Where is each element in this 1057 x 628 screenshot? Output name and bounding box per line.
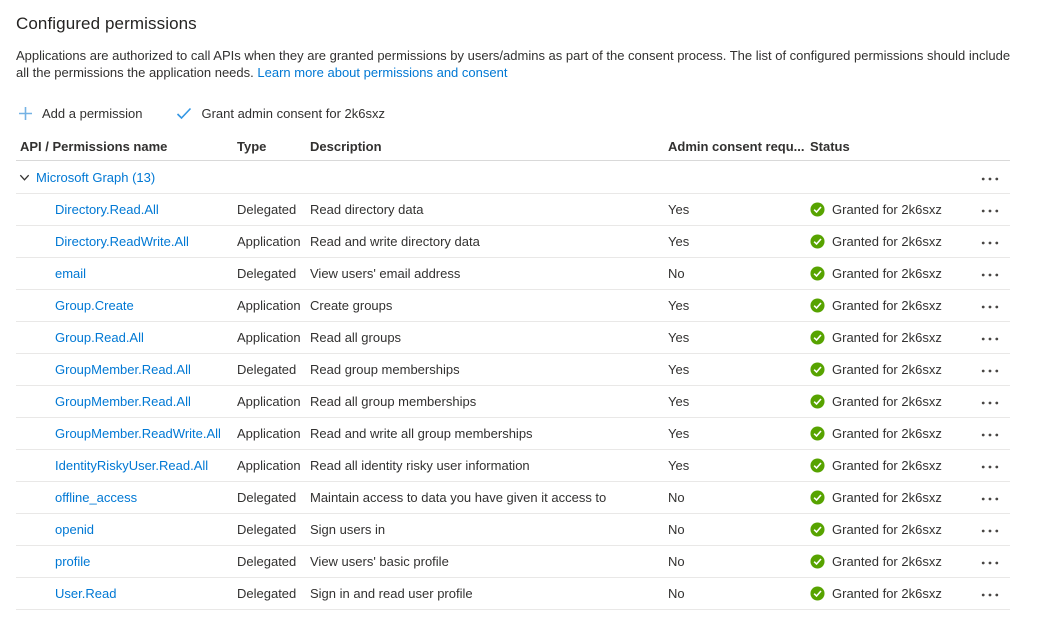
- admin-consent-value: Yes: [668, 298, 690, 313]
- permission-name-link[interactable]: User.Read: [55, 586, 117, 601]
- status-text: Granted for 2k6sxz: [832, 554, 942, 569]
- header-admin-consent-required[interactable]: Admin consent requ...: [668, 139, 805, 154]
- permission-name-link[interactable]: GroupMember.ReadWrite.All: [55, 426, 221, 441]
- permission-name-cell: [16, 586, 237, 601]
- table-row: [16, 290, 1010, 322]
- add-permission-label: Add a permission: [42, 106, 143, 121]
- check-circle-icon: [810, 298, 825, 313]
- permission-name-link[interactable]: Group.Read.All: [55, 330, 144, 345]
- permission-description: Maintain access to data you have given it access to: [310, 490, 607, 505]
- row-context-menu-button[interactable]: [975, 589, 1005, 601]
- check-circle-icon: [810, 330, 825, 345]
- permission-name-cell: [16, 458, 237, 473]
- header-description[interactable]: Description: [310, 139, 382, 154]
- permission-name-link[interactable]: profile: [55, 554, 91, 569]
- status-text: Granted for 2k6sxz: [832, 266, 942, 281]
- status-text: Granted for 2k6sxz: [832, 490, 942, 505]
- section-description: [16, 47, 1012, 81]
- table-row: [16, 578, 1010, 610]
- status-cell: [810, 234, 970, 249]
- status-text: Granted for 2k6sxz: [832, 362, 942, 377]
- permission-type: Application: [237, 234, 301, 249]
- permission-description: Read directory data: [310, 202, 424, 217]
- permission-name-cell: [16, 330, 237, 345]
- status-text: Granted for 2k6sxz: [832, 202, 942, 217]
- admin-consent-value: Yes: [668, 202, 690, 217]
- permission-description: Read group memberships: [310, 362, 460, 377]
- permission-description: Sign in and read user profile: [310, 586, 473, 601]
- check-circle-icon: [810, 586, 825, 601]
- permissions-table: [16, 133, 1010, 610]
- row-context-menu-button[interactable]: [975, 333, 1005, 345]
- status-cell: [810, 426, 970, 441]
- row-menu-cell: [975, 202, 1005, 217]
- api-group-row: [16, 161, 1010, 194]
- permission-type: Delegated: [237, 362, 297, 377]
- row-context-menu-button[interactable]: [975, 461, 1005, 473]
- row-context-menu-button[interactable]: [975, 237, 1005, 249]
- permission-description: Read all group memberships: [310, 394, 477, 409]
- row-context-menu-button[interactable]: [975, 493, 1005, 505]
- permission-name-cell: [16, 394, 237, 409]
- row-menu-cell: [975, 490, 1005, 505]
- status-text: Granted for 2k6sxz: [832, 330, 942, 345]
- row-context-menu-button[interactable]: [975, 525, 1005, 537]
- table-row: [16, 546, 1010, 578]
- page-title: Configured permissions: [16, 14, 197, 33]
- group-menu-cell: [975, 170, 1005, 185]
- status-cell: [810, 266, 970, 281]
- permission-type: Application: [237, 458, 301, 473]
- grant-admin-consent-label: Grant admin consent for 2k6sxz: [201, 106, 385, 121]
- status-cell: [810, 298, 970, 313]
- permission-name-cell: [16, 522, 237, 537]
- plus-icon: [18, 106, 33, 121]
- permission-name-cell: [16, 202, 237, 217]
- admin-consent-value: No: [668, 586, 685, 601]
- status-cell: [810, 490, 970, 505]
- permission-name-link[interactable]: openid: [55, 522, 95, 537]
- admin-consent-value: Yes: [668, 394, 690, 409]
- header-api-permissions-name[interactable]: API / Permissions name: [20, 139, 168, 154]
- permission-name-cell: [16, 266, 237, 281]
- row-menu-cell: [975, 266, 1005, 281]
- status-text: Granted for 2k6sxz: [832, 426, 942, 441]
- permission-name-cell: [16, 426, 237, 441]
- table-row: [16, 482, 1010, 514]
- check-icon: [176, 107, 192, 120]
- admin-consent-value: Yes: [668, 362, 690, 377]
- permission-type: Application: [237, 298, 301, 313]
- add-permission-button[interactable]: [16, 102, 148, 125]
- permission-type: Delegated: [237, 554, 297, 569]
- status-cell: [810, 554, 970, 569]
- check-circle-icon: [810, 426, 825, 441]
- admin-consent-value: Yes: [668, 458, 690, 473]
- status-cell: [810, 522, 970, 537]
- permission-description: Read and write directory data: [310, 234, 480, 249]
- table-row: [16, 450, 1010, 482]
- permission-name-cell: [16, 490, 237, 505]
- permission-description: Create groups: [310, 298, 393, 313]
- status-text: Granted for 2k6sxz: [832, 458, 942, 473]
- row-menu-cell: [975, 458, 1005, 473]
- row-menu-cell: [975, 298, 1005, 313]
- status-cell: [810, 586, 970, 601]
- admin-consent-value: No: [668, 266, 685, 281]
- row-menu-cell: [975, 554, 1005, 569]
- status-text: Granted for 2k6sxz: [832, 394, 942, 409]
- permission-description: Sign users in: [310, 522, 386, 537]
- permission-name-link[interactable]: GroupMember.Read.All: [55, 362, 191, 377]
- status-text: Granted for 2k6sxz: [832, 522, 942, 537]
- admin-consent-value: No: [668, 490, 685, 505]
- table-row: [16, 514, 1010, 546]
- permission-type: Delegated: [237, 266, 297, 281]
- check-circle-icon: [810, 362, 825, 377]
- api-group-name-cell: [16, 170, 970, 185]
- row-context-menu-button[interactable]: [975, 557, 1005, 569]
- row-menu-cell: [975, 522, 1005, 537]
- permission-type: Delegated: [237, 586, 297, 601]
- row-menu-cell: [975, 362, 1005, 377]
- learn-more-link[interactable]: Learn more about permissions and consent: [257, 65, 508, 80]
- permission-description: View users' email address: [310, 266, 461, 281]
- status-cell: [810, 330, 970, 345]
- row-context-menu-button[interactable]: [975, 269, 1005, 281]
- check-circle-icon: [810, 266, 825, 281]
- permission-name-link[interactable]: GroupMember.Read.All: [55, 394, 191, 409]
- permission-type: Application: [237, 330, 301, 345]
- admin-consent-value: No: [668, 554, 685, 569]
- permission-description: Read all groups: [310, 330, 402, 345]
- permission-type: Delegated: [237, 490, 297, 505]
- table-row: [16, 386, 1010, 418]
- permission-name-cell: [16, 298, 237, 313]
- check-circle-icon: [810, 234, 825, 249]
- row-context-menu-button[interactable]: [975, 365, 1005, 377]
- table-row: [16, 354, 1010, 386]
- permission-description: View users' basic profile: [310, 554, 449, 569]
- permission-name-link[interactable]: Group.Create: [55, 298, 134, 313]
- permission-name-cell: [16, 234, 237, 249]
- status-text: Granted for 2k6sxz: [832, 234, 942, 249]
- permission-name-link[interactable]: offline_access: [55, 490, 138, 505]
- table-row: [16, 194, 1010, 226]
- api-group-link[interactable]: Microsoft Graph (13): [36, 169, 156, 185]
- row-menu-cell: [975, 426, 1005, 441]
- permission-name-link[interactable]: IdentityRiskyUser.Read.All: [55, 458, 209, 473]
- status-text: Granted for 2k6sxz: [832, 586, 942, 601]
- table-row: [16, 322, 1010, 354]
- admin-consent-value: Yes: [668, 330, 690, 345]
- table-row: [16, 418, 1010, 450]
- check-circle-icon: [810, 554, 825, 569]
- admin-consent-value: Yes: [668, 234, 690, 249]
- check-circle-icon: [810, 522, 825, 537]
- table-row: [16, 258, 1010, 290]
- table-body: [16, 194, 1010, 610]
- row-context-menu-button[interactable]: [975, 301, 1005, 313]
- header-status[interactable]: Status: [810, 139, 850, 154]
- header-type[interactable]: Type: [237, 139, 267, 154]
- chevron-down-icon[interactable]: [18, 171, 31, 184]
- permission-description: Read all identity risky user information: [310, 458, 530, 473]
- row-menu-cell: [975, 586, 1005, 601]
- table-header-row: [16, 133, 1010, 161]
- description-text: Applications are authorized to call APIs when they are granted permissions by users/admins as part of the consent process. The list of configured permissions should include all the permissions the application needs.: [16, 48, 1011, 80]
- status-cell: [810, 202, 970, 217]
- permission-name-link[interactable]: Directory.Read.All: [55, 202, 159, 217]
- admin-consent-value: No: [668, 522, 685, 537]
- permission-type: Application: [237, 426, 301, 441]
- permission-name-cell: [16, 554, 237, 569]
- status-cell: [810, 362, 970, 377]
- check-circle-icon: [810, 202, 825, 217]
- permission-type: Delegated: [237, 202, 297, 217]
- grant-admin-consent-button[interactable]: [174, 102, 391, 125]
- row-menu-cell: [975, 330, 1005, 345]
- permission-name-cell: [16, 362, 237, 377]
- permission-name-link[interactable]: Directory.ReadWrite.All: [55, 234, 189, 249]
- row-context-menu-button[interactable]: [975, 429, 1005, 441]
- permissions-toolbar: [16, 102, 1012, 125]
- status-text: Granted for 2k6sxz: [832, 298, 942, 313]
- check-circle-icon: [810, 490, 825, 505]
- row-menu-cell: [975, 394, 1005, 409]
- permission-description: Read and write all group memberships: [310, 426, 533, 441]
- permission-name-link[interactable]: email: [55, 266, 87, 281]
- admin-consent-value: Yes: [668, 426, 690, 441]
- table-row: [16, 226, 1010, 258]
- permission-type: Delegated: [237, 522, 297, 537]
- check-circle-icon: [810, 458, 825, 473]
- row-context-menu-button[interactable]: [975, 397, 1005, 409]
- row-context-menu-button[interactable]: [975, 205, 1005, 217]
- row-menu-cell: [975, 234, 1005, 249]
- group-context-menu-button[interactable]: [975, 173, 1005, 185]
- status-cell: [810, 458, 970, 473]
- status-cell: [810, 394, 970, 409]
- permission-type: Application: [237, 394, 301, 409]
- check-circle-icon: [810, 394, 825, 409]
